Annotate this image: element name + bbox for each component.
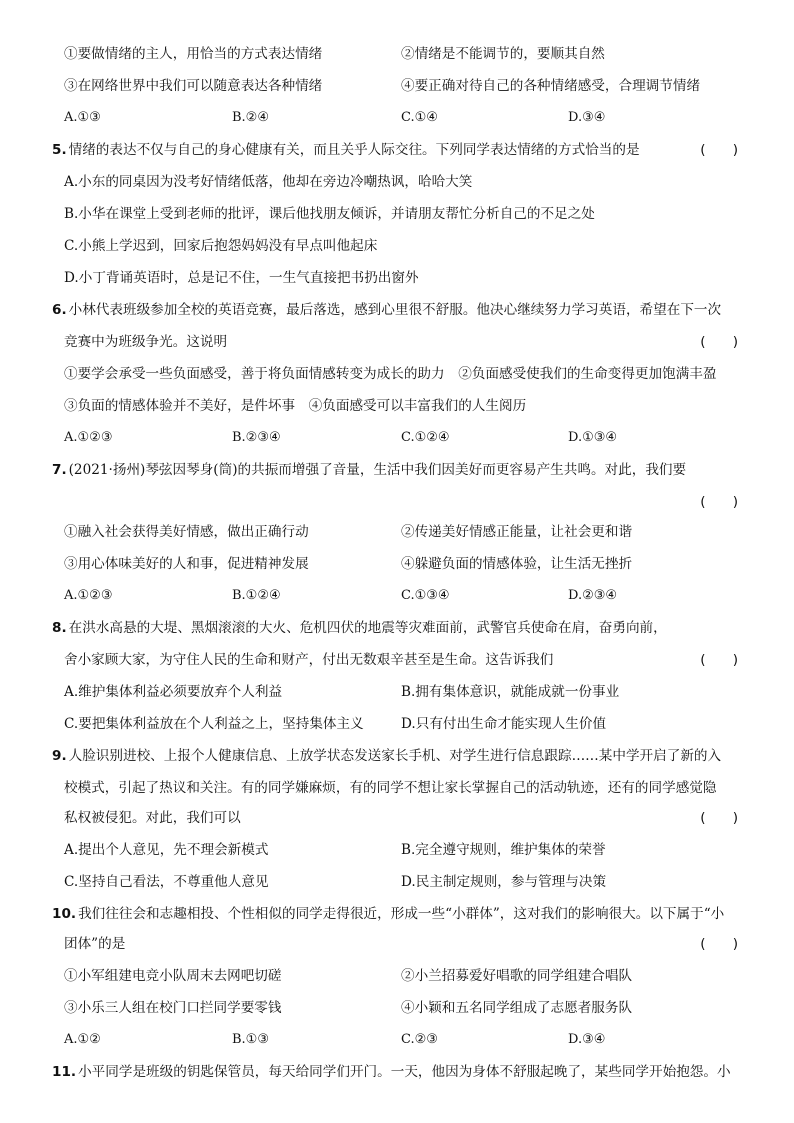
question-5-option-c: C.小熊上学迟到，回家后抱怨妈妈没有早点叫他起床: [64, 238, 378, 254]
question-10-option-c: C.②③: [401, 1032, 438, 1047]
question-9-option-d: D.民主制定规则，参与管理与决策: [401, 874, 607, 890]
top-option-b: B.②④: [232, 110, 269, 125]
top-item-1: ①要做情绪的主人，用恰当的方式表达情绪: [64, 46, 323, 62]
question-10-text-line1: 我们往往会和志趣相投、个性相似的同学走得很近，形成一些“小群体”，这对我们的影响很大。以下属于“小: [78, 906, 725, 922]
question-7-option-d: D.②③④: [568, 588, 618, 603]
question-6-option-d: D.①③④: [568, 430, 618, 445]
question-5-option-b: B.小华在课堂上受到老师的批评，课后他找朋友倾诉，并请朋友帮忙分析自己的不足之处: [64, 206, 595, 222]
top-item-3: ③在网络世界中我们可以随意表达各种情绪: [64, 78, 323, 94]
question-8-text-line1: 在洪水高悬的大堤、黑烟滚滚的大火、危机四伏的地震等灾难面前，武警官兵使命在肩，奋勇向前，: [68, 620, 667, 636]
question-10-item-4: ④小颖和五名同学组成了志愿者服务队: [401, 1000, 633, 1016]
question-8-option-b: B.拥有集体意识，就能成就一份事业: [401, 684, 620, 700]
question-10-number: 10.: [52, 906, 77, 922]
question-5-number: 5.: [52, 142, 67, 158]
question-6-text-line2: 竞赛中为班级争光。这说明: [64, 334, 228, 350]
question-8-text-line2: 舍小家顾大家，为守住人民的生命和财产，付出无数艰辛甚至是生命。这告诉我们: [64, 652, 554, 668]
question-7-option-c: C.①③④: [401, 588, 450, 603]
question-10-text-line2: 团体”的是: [64, 936, 126, 952]
question-8-option-c: C.要把集体利益放在个人利益之上，坚持集体主义: [64, 716, 364, 732]
question-5-option-d: D.小丁背诵英语时，总是记不住，一生气直接把书扔出窗外: [64, 270, 419, 286]
question-10-option-d: D.③④: [568, 1032, 606, 1047]
question-8-stem: [52, 618, 667, 638]
question-10-answer-paren: ( ): [700, 936, 738, 952]
question-9-option-c: C.坚持自己看法，不尊重他人意见: [64, 874, 269, 890]
top-option-a: A.①③: [64, 110, 101, 125]
question-10-item-2: ②小兰招募爱好唱歌的同学组建合唱队: [401, 968, 633, 984]
question-7-stem: [52, 460, 686, 480]
question-9-answer-paren: ( ): [700, 810, 738, 826]
question-5-stem: [52, 140, 640, 160]
question-6-statements-line1: ①要学会承受一些负面感受，善于将负面情感转变为成长的助力 ②负面感受使我们的生命变得更加饱满丰盈: [64, 366, 717, 382]
question-6-answer-paren: ( ): [700, 334, 738, 350]
top-item-4: ④要正确对待自己的各种情绪感受，合理调节情绪: [401, 78, 701, 94]
question-10-option-b: B.①③: [232, 1032, 269, 1047]
question-10-stem: [52, 904, 724, 924]
question-6-option-a: A.①②③: [64, 430, 113, 445]
question-7-text: (2021·扬州)琴弦因琴身(筒)的共振而增强了音量，生活中我们因美好而更容易产生共鸣。对此，我们要: [68, 462, 687, 478]
question-5-text: 情绪的表达不仅与自己的身心健康有关，而且关乎人际交往。下列同学表达情绪的方式恰当的是: [68, 142, 640, 158]
question-9-text-line1: 人脸识别进校、上报个人健康信息、上放学状态发送家长手机、对学生进行信息跟踪……某中学开启了新的入: [68, 748, 722, 764]
question-6-option-c: C.①②④: [401, 430, 450, 445]
question-7-answer-paren: ( ): [700, 494, 738, 510]
question-9-number: 9.: [52, 748, 67, 764]
question-7-option-a: A.①②③: [64, 588, 113, 603]
question-9-option-b: B.完全遵守规则，维护集体的荣誉: [401, 842, 606, 858]
question-7-number: 7.: [52, 462, 67, 478]
question-8-option-d: D.只有付出生命才能实现人生价值: [401, 716, 607, 732]
top-option-c: C.①④: [401, 110, 438, 125]
question-10-item-3: ③小乐三人组在校门口拦同学要零钱: [64, 1000, 282, 1016]
question-8-option-a: A.维护集体利益必须要放弃个人利益: [64, 684, 283, 700]
question-9-text-line2: 校模式，引起了热议和关注。有的同学嫌麻烦，有的同学不想让家长掌握自己的活动轨迹，还有的同学感觉隐: [64, 780, 717, 796]
question-8-answer-paren: ( ): [700, 652, 738, 668]
question-8-number: 8.: [52, 620, 67, 636]
question-6-text-line1: 小林代表班级参加全校的英语竞赛，最后落选，感到心里很不舒服。他决心继续努力学习英语，希望在下一次: [68, 302, 722, 318]
question-7-item-4: ④躲避负面的情感体验，让生活无挫折: [401, 556, 633, 572]
question-11-stem: [52, 1062, 731, 1082]
question-6-number: 6.: [52, 302, 67, 318]
question-9-stem: [52, 746, 721, 766]
question-6-stem: [52, 300, 721, 320]
question-6-option-b: B.②③④: [232, 430, 281, 445]
question-10-option-a: A.①②: [64, 1032, 101, 1047]
question-5-option-a: A.小东的同桌因为没考好情绪低落，他却在旁边冷嘲热讽，哈哈大笑: [64, 174, 473, 190]
top-item-2: ②情绪是不能调节的，要顺其自然: [401, 46, 605, 62]
question-7-item-2: ②传递美好情感正能量，让社会更和谐: [401, 524, 633, 540]
question-7-option-b: B.①②④: [232, 588, 281, 603]
top-option-d: D.③④: [568, 110, 606, 125]
question-6-statements-line2: ③负面的情感体验并不美好，是件坏事 ④负面感受可以丰富我们的人生阅历: [64, 398, 527, 414]
question-9-text-line3: 私权被侵犯。对此，我们可以: [64, 810, 241, 826]
question-7-item-3: ③用心体味美好的人和事，促进精神发展: [64, 556, 309, 572]
question-5-answer-paren: ( ): [700, 142, 738, 158]
question-11-number: 11.: [52, 1064, 77, 1080]
question-11-text-line1: 小平同学是班级的钥匙保管员，每天给同学们开门。一天，他因为身体不舒服起晚了，某些同学开始抱怨。小: [78, 1064, 731, 1080]
question-10-item-1: ①小军组建电竞小队周末去网吧切磋: [64, 968, 282, 984]
question-9-option-a: A.提出个人意见，先不理会新模式: [64, 842, 269, 858]
question-7-item-1: ①融入社会获得美好情感，做出正确行动: [64, 524, 309, 540]
